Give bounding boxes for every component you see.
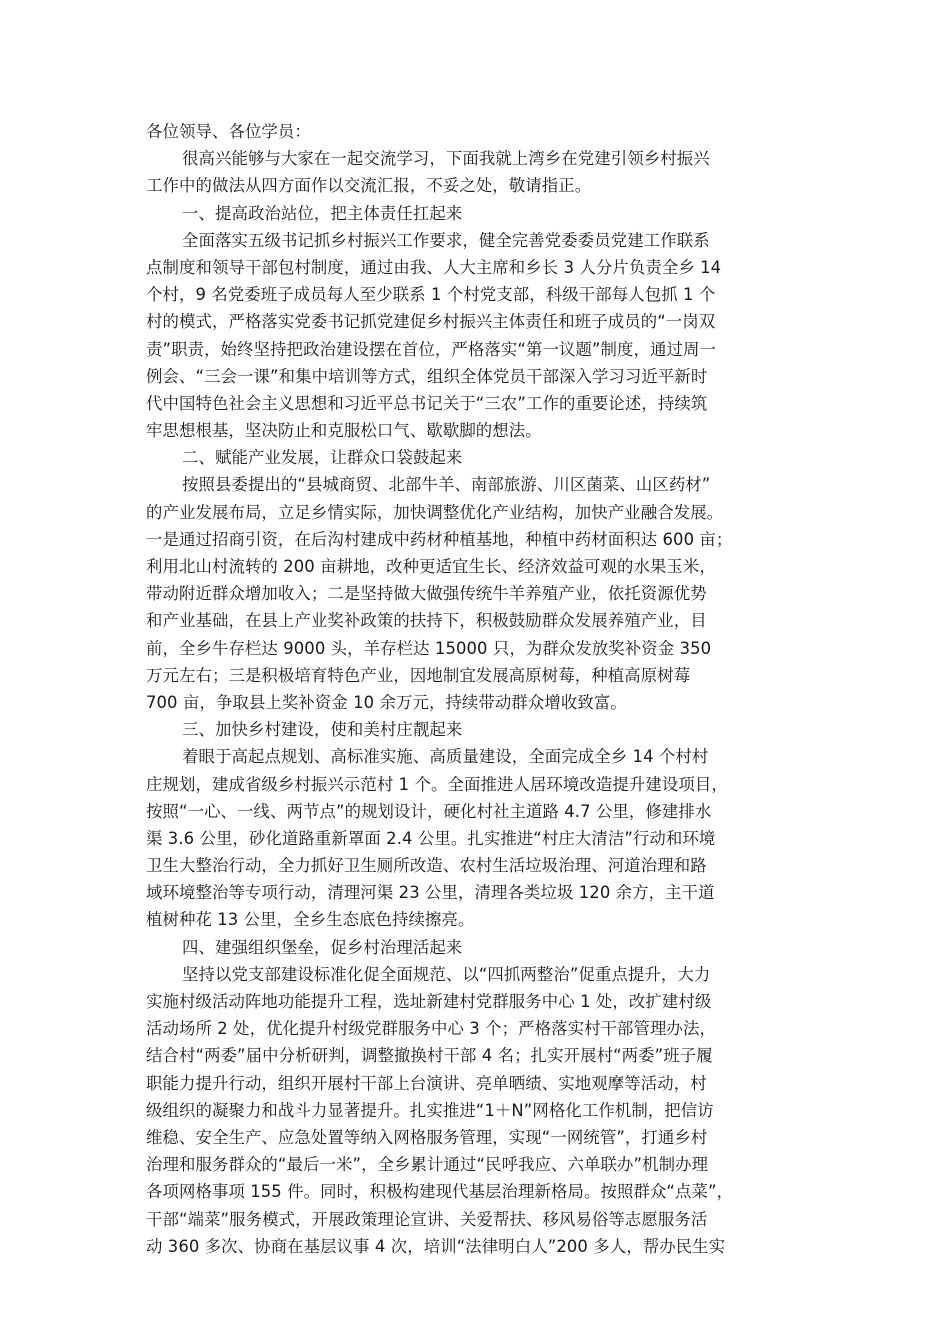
text-line: 干部“端菜”服务模式，开展政策理论宣讲、关爱帮扶、移风易俗等志愿服务活 xyxy=(146,1209,708,1229)
text-line: 一是通过招商引资，在后沟村建成中药材种植基地，种植中药材面积达 600 亩； xyxy=(146,529,733,549)
text-line: 级组织的凝聚力和战斗力显著提升。扎实推进“1＋N”网格化工作机制，把信访 xyxy=(146,1100,714,1120)
text-line: 职能力提升行动，组织开展村干部上台演讲、亮单晒绩、实地观摩等活动，村 xyxy=(146,1073,707,1093)
text-line: 例会、“三会一课”和集中培训等方式，组织全体党员干部深入学习习近平新时 xyxy=(146,366,708,386)
text-line: 700 亩，争取县上奖补资金 10 余万元，持续带动群众增收致富。 xyxy=(146,692,627,712)
text-line: 点制度和领导干部包村制度，通过由我、人大主席和乡长 3 人分片负责全乡 14 xyxy=(146,257,722,277)
text-line: 三、加快乡村建设，使和美村庄靓起来 xyxy=(182,720,463,740)
text-line: 个村，9 名党委班子成员每人至少联系 1 个村党支部，科级干部每人包抓 1 个 xyxy=(146,285,716,305)
text-line: 着眼于高起点规划、高标准实施、高质量建设，全面完成全乡 14 个村村 xyxy=(182,747,709,767)
text-line: 各位领导、各位学员： xyxy=(146,122,311,141)
text-line: 牢思想根基，坚决防止和克服松口气、歇歇脚的想法。 xyxy=(146,421,542,441)
text-line: 结合村“两委”届中分析研判，调整撤换村干部 4 名；扎实开展村“两委”班子履 xyxy=(146,1046,713,1066)
text-line: 代中国特色社会主义思想和习近平总书记关于“三农”工作的重要论述，持续筑 xyxy=(146,393,708,413)
text-line: 域环境整治等专项行动，清理河渠 23 公里，清理各类垃圾 120 余方，主干道 xyxy=(146,883,715,903)
text-line: 带动附近群众增加收入；二是坚持做大做强传统牛羊养殖产业，依托资源优势 xyxy=(146,584,707,604)
text-line: 二、赋能产业发展，让群众口袋鼓起来 xyxy=(182,448,463,468)
text-line: 维稳、安全生产、应急处置等纳入网格服务管理，实现“一网统管”，打通乡村 xyxy=(146,1127,708,1147)
text-line: 动 360 多次、协商在基层议事 4 次，培训“法律明白人”200 多人，帮办民生实 xyxy=(146,1236,726,1256)
text-line: 活动场所 2 处，优化提升村级党群服务中心 3 个；严格落实村干部管理办法， xyxy=(146,1019,716,1039)
text-line: 村的模式，严格落实党委书记抓党建促乡村振兴主体责任和班子成员的“一岗双 xyxy=(146,312,716,332)
text-line: 四、建强组织堡垒，促乡村治理活起来 xyxy=(182,937,463,957)
text-line: 和产业基础，在县上产业奖补政策的扶持下，积极鼓励群众发展养殖产业，目 xyxy=(146,611,707,631)
text-line: 利用北山村流转的 200 亩耕地，改种更适宜生长、经济效益可观的水果玉米， xyxy=(146,557,716,576)
text-line: 坚持以党支部建设标准化促全面规范、以“四抓两整治”促重点提升，大力 xyxy=(182,964,711,984)
text-line: 万元左右；三是积极培育特色产业，因地制宜发展高原树莓，种植高原树莓 xyxy=(146,665,691,685)
text-line: 前，全乡牛存栏达 9000 头，羊存栏达 15000 只，为群众发放奖补资金 350 xyxy=(146,638,712,658)
text-line: 各项网格事项 155 件。同时，积极构建现代基层治理新格局。按照群众“点菜”， xyxy=(146,1182,734,1202)
text-line: 全面落实五级书记抓乡村振兴工作要求，健全完善党委委员党建工作联系 xyxy=(182,230,710,250)
text-line: 治理和服务群众的“最后一米”，全乡累计通过“民呼我应、六单联办”机制办理 xyxy=(146,1155,709,1175)
text-line: 渠 3.6 公里，砂化道路重新罩面 2.4 公里。扎实推进“村庄大清洁”行动和环境 xyxy=(146,828,716,848)
text-line: 按照“一心、一线、两节点”的规划设计，硬化村社主道路 4.7 公里，修建排水 xyxy=(146,801,712,821)
text-line: 实施村级活动阵地功能提升工程，选址新建村党群服务中心 1 处，改扩建村级 xyxy=(146,992,712,1011)
text-line: 植树种花 13 公里，全乡生态底色持续擦亮。 xyxy=(146,910,475,930)
text-line: 很高兴能够与大家在一起交流学习，下面我就上湾乡在党建引领乡村振兴 xyxy=(182,149,710,169)
text-line: 工作中的做法从四方面作以交流汇报，不妥之处，敬请指正。 xyxy=(146,176,592,196)
document-body xyxy=(146,118,812,1260)
text-line: 卫生大整治行动，全力抓好卫生厕所改造、农村生活垃圾治理、河道治理和路 xyxy=(146,856,707,876)
text-line: 的产业发展布局，立足乡情实际，加快调整优化产业结构，加快产业融合发展。 xyxy=(146,502,724,522)
text-line: 一、提高政治站位，把主体责任扛起来 xyxy=(182,203,463,223)
text-line: 庄规划，建成省级乡村振兴示范村 1 个。全面推进人居环境改造提升建设项目， xyxy=(146,774,728,794)
text-line: 按照县委提出的“县城商贸、北部牛羊、南部旅游、川区菌菜、山区药材” xyxy=(182,475,711,495)
text-line: 责”职责，始终坚持把政治建设摆在首位，严格落实“第一议题”制度，通过周一 xyxy=(146,339,716,359)
